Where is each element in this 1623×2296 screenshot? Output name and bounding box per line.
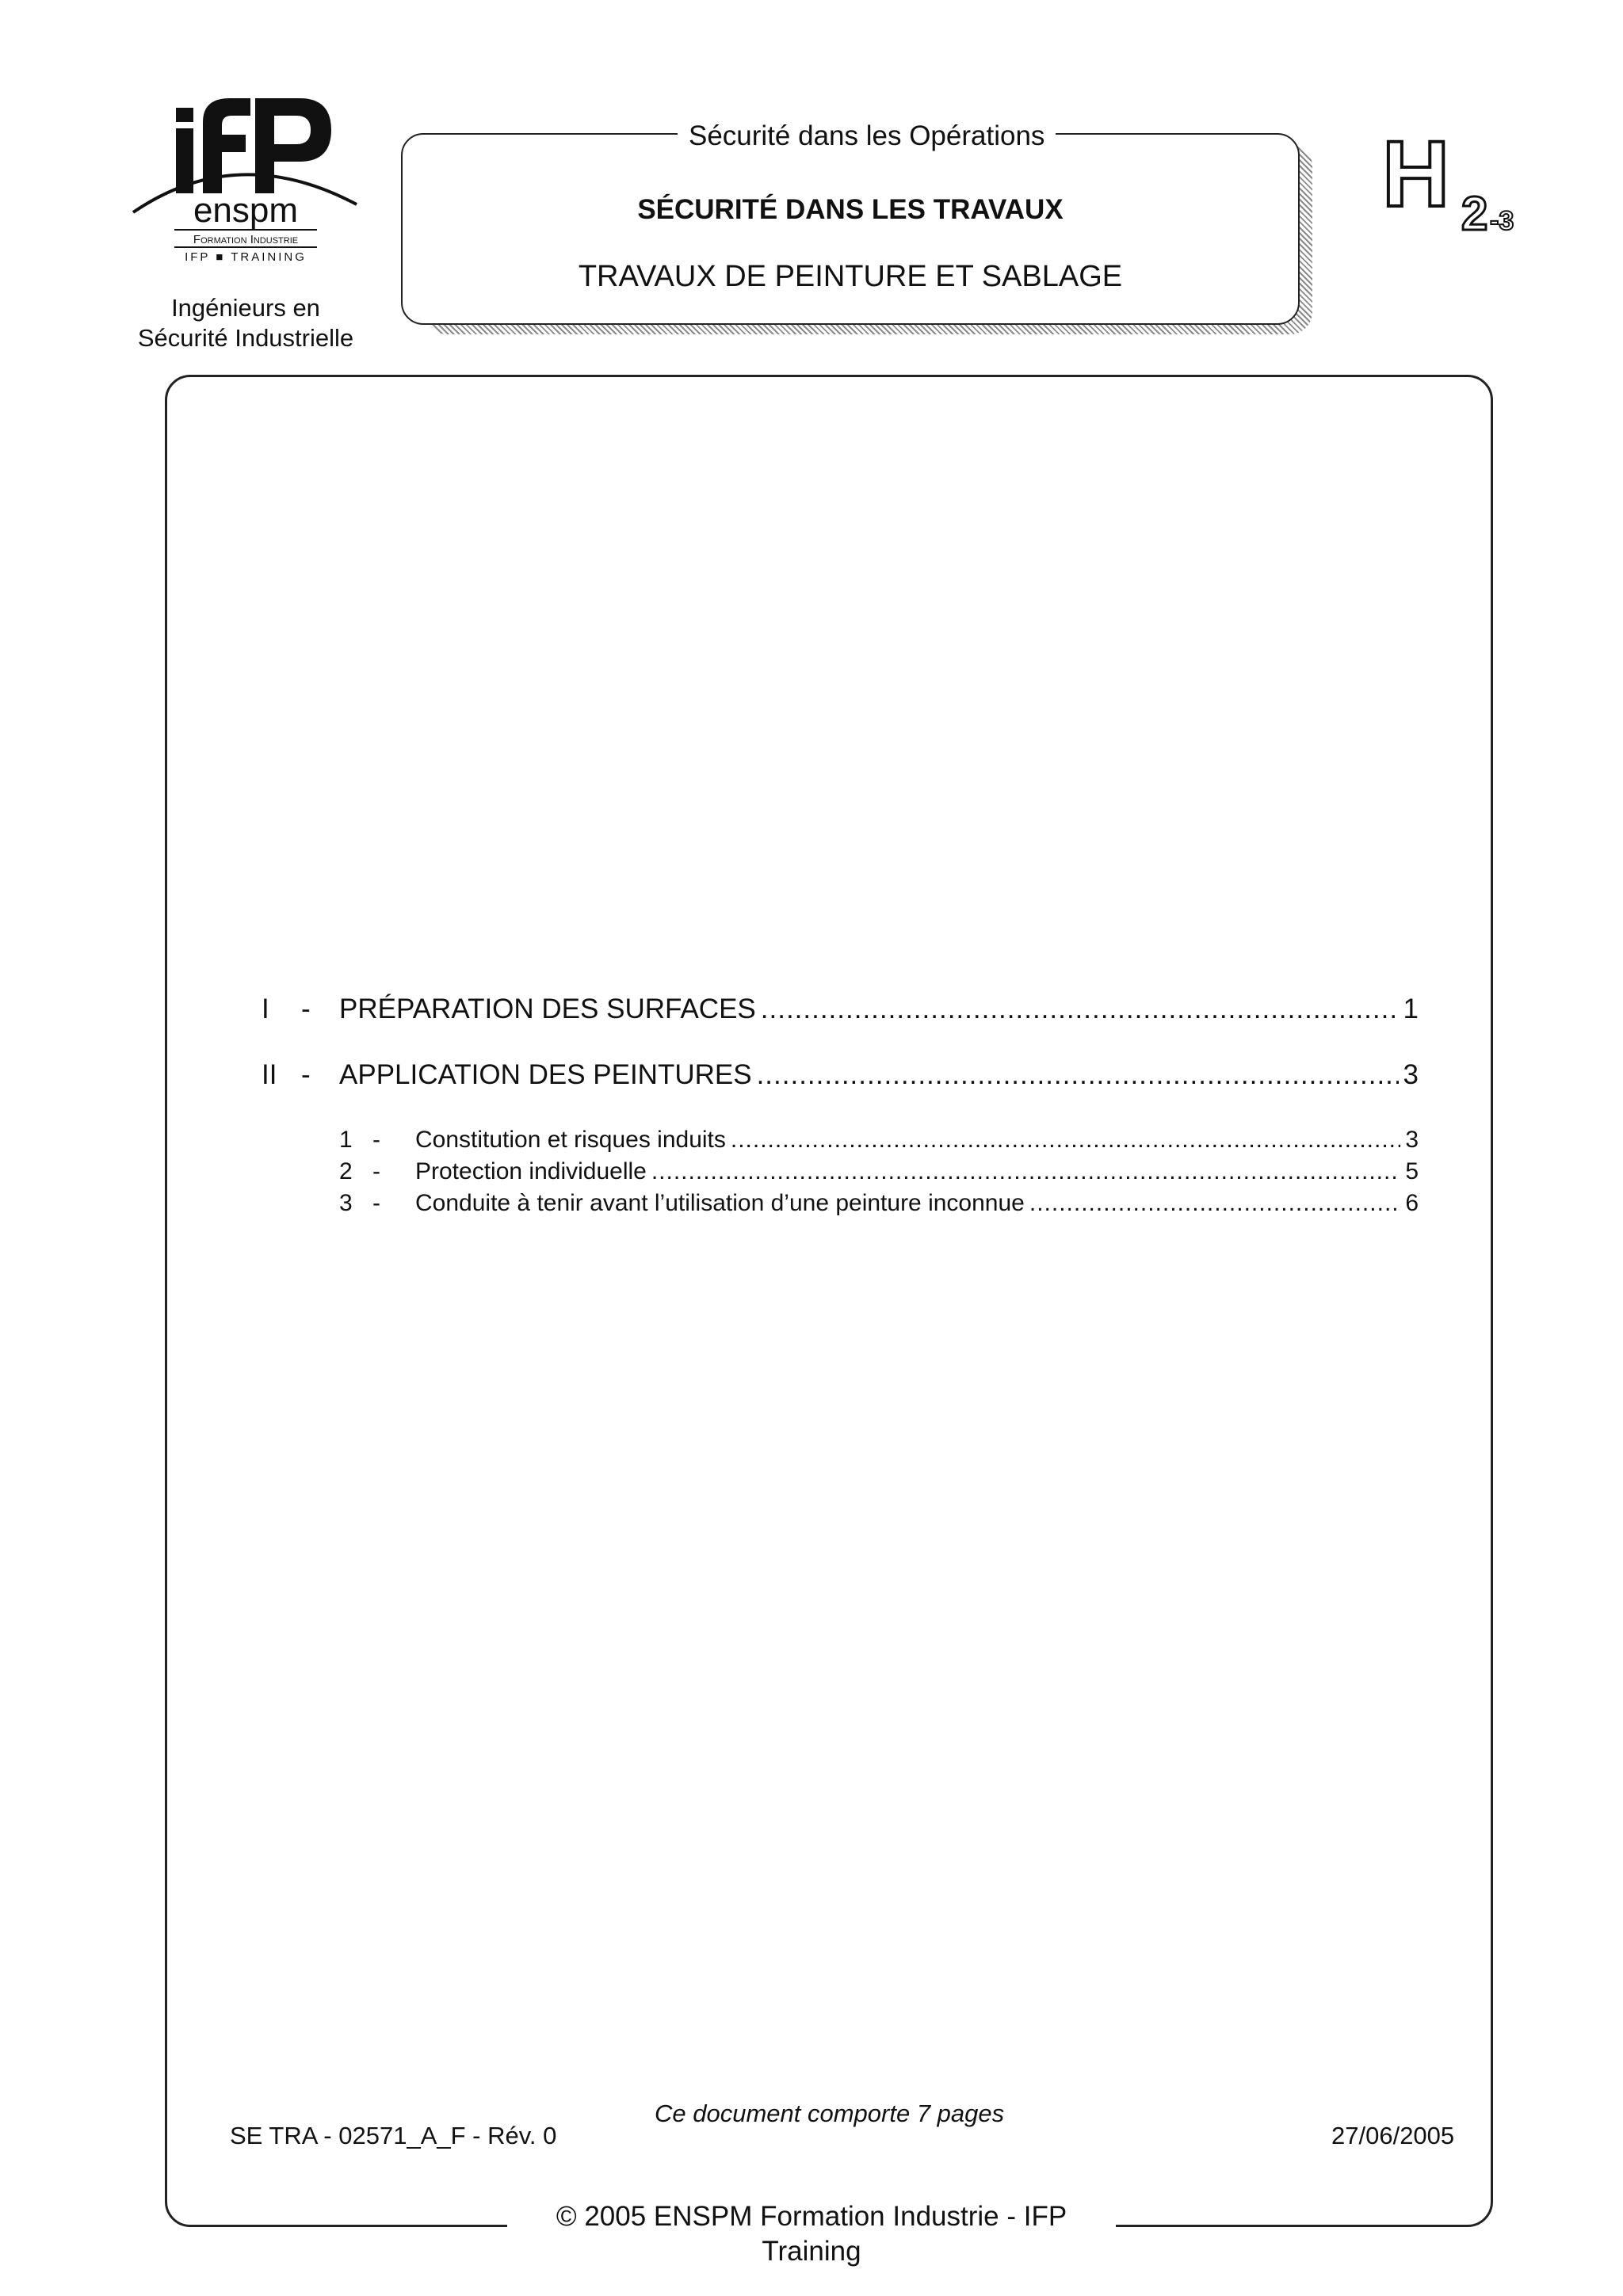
toc-number: II: [262, 1059, 277, 1090]
toc-page: 1: [1403, 994, 1419, 1024]
document-reference: SE TRA - 02571_A_F - Rév. 0: [230, 2122, 557, 2149]
toc-dash: -: [372, 1190, 380, 1216]
toc-title: Protection individuelle: [415, 1158, 647, 1184]
toc-leader: [761, 994, 1399, 1025]
document-title: SÉCURITÉ DANS LES TRAVAUX: [637, 194, 1064, 225]
document-date: 27/06/2005: [1331, 2122, 1455, 2149]
toc-number: 3: [339, 1190, 353, 1216]
toc-leader: [731, 1127, 1400, 1154]
copyright-notice: © 2005 ENSPM Formation Industrie - IFP Training: [507, 2199, 1116, 2269]
content-frame: [165, 375, 1493, 2227]
toc-leader: [1029, 1190, 1400, 1217]
logo-caption-line-1: Ingénieurs en: [171, 294, 320, 322]
toc-number: 1: [339, 1127, 353, 1153]
logo-tagline-2: IFP ■ TRAINING: [185, 250, 307, 264]
header-legend: Sécurité dans les Opérations: [678, 119, 1056, 154]
toc-dash: -: [301, 994, 311, 1024]
toc-dash: -: [372, 1158, 380, 1184]
header-box: [401, 133, 1300, 325]
toc-page: 3: [1405, 1127, 1419, 1153]
toc-dash: -: [372, 1127, 380, 1153]
logo-caption: [127, 293, 365, 353]
badge-suffix: -3: [1490, 206, 1514, 236]
toc-page: 5: [1405, 1158, 1419, 1184]
badge-letter: H: [1382, 122, 1450, 227]
toc-number: I: [262, 994, 269, 1024]
toc-number: 2: [339, 1158, 353, 1184]
toc-title: PRÉPARATION DES SURFACES: [339, 994, 756, 1024]
page-count-note: Ce document comporte 7 pages: [655, 2100, 1005, 2127]
toc-page: 6: [1405, 1190, 1419, 1216]
document-subtitle: TRAVAUX DE PEINTURE ET SABLAGE: [578, 260, 1123, 293]
toc-title: APPLICATION DES PEINTURES: [339, 1059, 752, 1090]
toc-dash: -: [301, 1059, 311, 1090]
toc-title: Conduite à tenir avant l’utilisation d’une peinture inconnue: [415, 1190, 1025, 1216]
logo-brand: enspm: [193, 191, 299, 230]
toc-page: 3: [1403, 1059, 1419, 1090]
ifp-enspm-logo: [127, 93, 365, 264]
toc-leader: [757, 1059, 1399, 1091]
logo-caption-line-2: Sécurité Industrielle: [137, 324, 354, 352]
logo-tagline-1: Formation Industrie: [193, 233, 299, 246]
module-code-badge: [1379, 119, 1537, 246]
toc-leader: [651, 1158, 1400, 1185]
toc-title: Constitution et risques induits: [415, 1127, 726, 1153]
badge-number: 2: [1461, 187, 1488, 240]
